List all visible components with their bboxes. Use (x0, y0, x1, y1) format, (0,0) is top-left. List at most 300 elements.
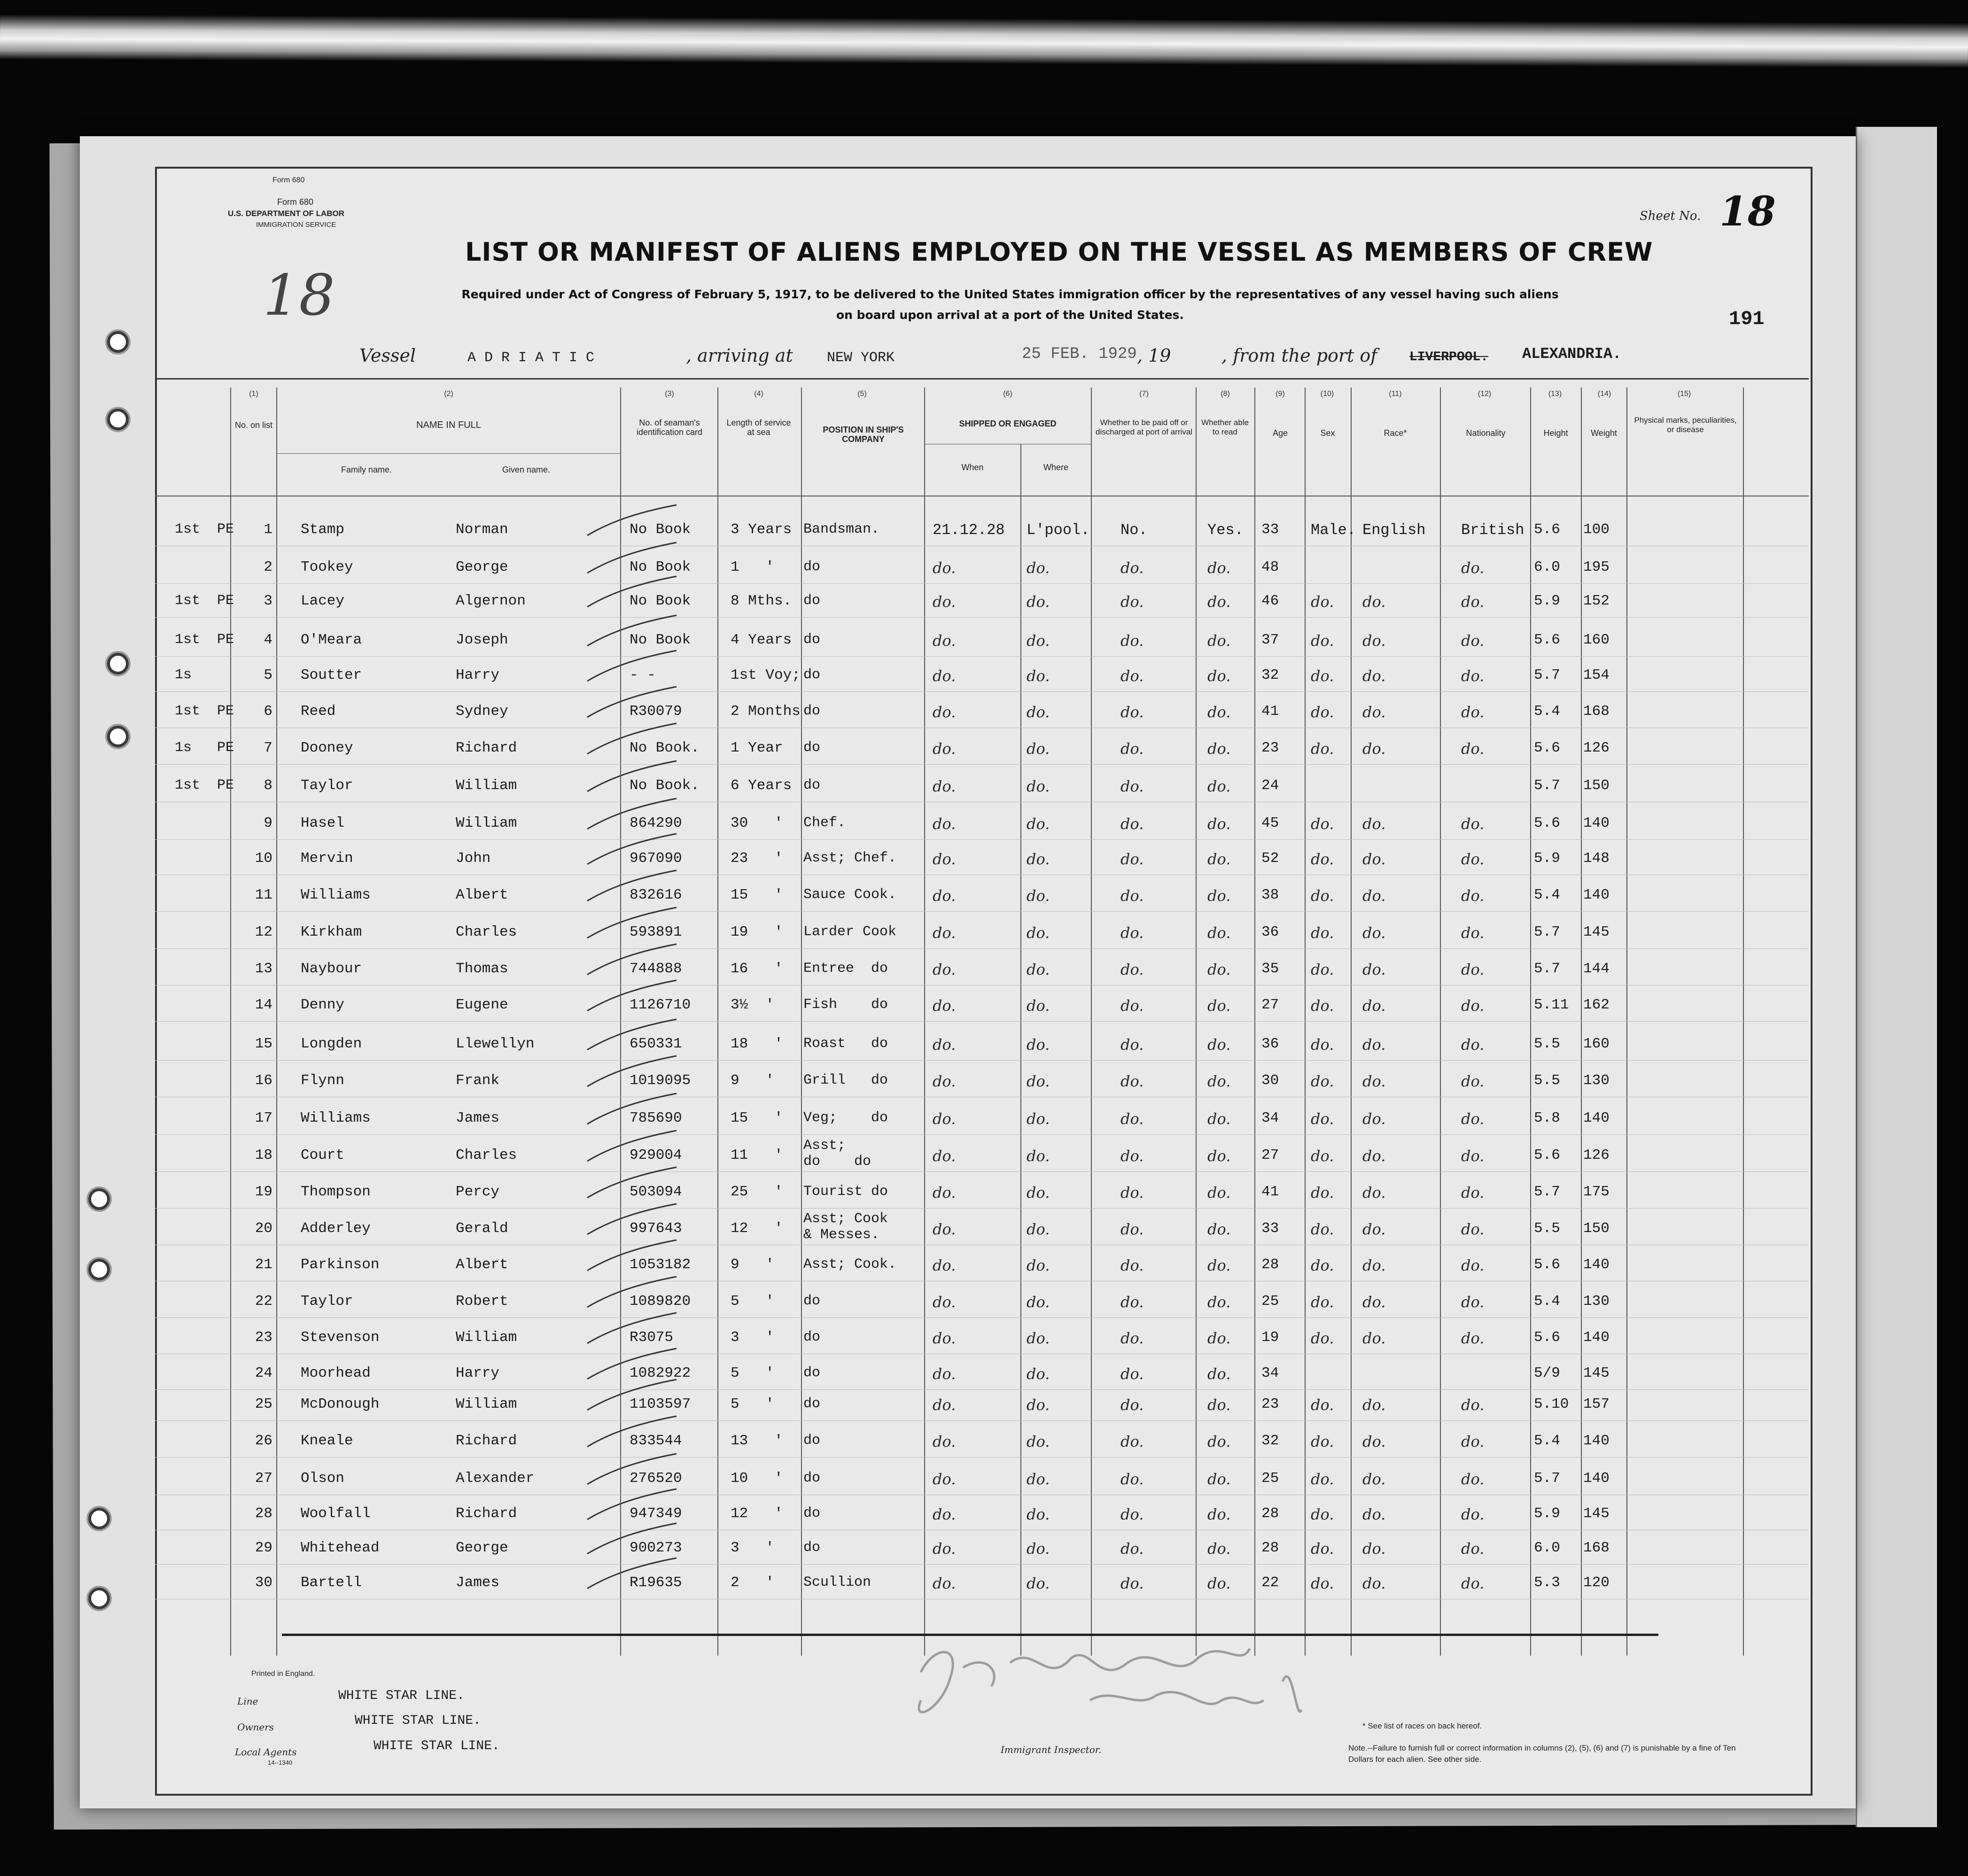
cell-card: No Book. (630, 740, 700, 756)
cell-card: - - (630, 667, 656, 683)
cell-age: 27 (1261, 997, 1279, 1013)
cell-height: 5/9 (1534, 1365, 1560, 1381)
cell-sex: Male. (1311, 521, 1356, 539)
colnum-8: (8) (1221, 390, 1230, 398)
cell-nat: do. (1461, 1293, 1485, 1311)
cell-position: do (803, 1540, 821, 1556)
cell-where: do. (1027, 1433, 1050, 1450)
cell-family: Taylor (301, 777, 353, 794)
cell-when: do. (933, 1184, 956, 1202)
cell-paid: do. (1120, 924, 1144, 942)
cell-nat: do. (1461, 850, 1485, 868)
cell-card: 997643 (630, 1220, 682, 1237)
cell-given: Harry (456, 1365, 500, 1381)
cell-no: 19 (255, 1184, 272, 1200)
cell-given: John (456, 850, 491, 867)
row-rule (155, 583, 1809, 584)
cell-paid: do. (1120, 850, 1144, 868)
cell-height: 5.7 (1534, 777, 1560, 794)
check-mark-icon (583, 1238, 681, 1280)
cell-family: Williams (301, 1110, 371, 1126)
cell-nat: do. (1461, 924, 1485, 942)
cell-family: Kneale (301, 1433, 353, 1449)
cell-read: do. (1207, 1110, 1231, 1128)
cell-read: do. (1207, 1293, 1231, 1311)
cell-height: 5.7 (1534, 924, 1560, 940)
cell-mark: 1st PE (175, 632, 234, 648)
cell-age: 36 (1261, 1036, 1279, 1052)
cell-weight: 160 (1583, 1036, 1610, 1052)
cell-given: Algernon (456, 593, 526, 609)
cell-family: Denny (301, 997, 345, 1013)
cell-weight: 126 (1583, 1147, 1610, 1163)
cell-no: 13 (255, 961, 272, 977)
cell-when: do. (933, 1220, 956, 1238)
sheet-no-label: Sheet No. (1640, 209, 1701, 223)
cell-given: Robert (456, 1293, 508, 1310)
cell-age: 38 (1261, 887, 1279, 903)
cell-no: 11 (255, 887, 272, 903)
cell-when: 21.12.28 (933, 521, 1005, 539)
cell-height: 6.0 (1534, 1540, 1560, 1556)
cell-when: do. (933, 850, 956, 868)
cell-height: 5.6 (1534, 1329, 1560, 1346)
cell-height: 5.4 (1534, 1293, 1560, 1310)
cell-nat: do. (1461, 1110, 1485, 1128)
cell-family: Adderley (301, 1220, 371, 1237)
cell-service: 12 ' (731, 1220, 783, 1237)
cell-position: Chef. (803, 815, 846, 831)
row-rule (155, 691, 1809, 692)
colnum-2: (2) (444, 390, 453, 398)
cell-weight: 157 (1583, 1396, 1610, 1412)
cell-weight: 126 (1583, 740, 1610, 756)
cell-paid: do. (1120, 1470, 1144, 1488)
cell-height: 5.10 (1534, 1396, 1569, 1412)
row-rule (155, 1420, 1809, 1421)
cell-position: do (803, 667, 821, 683)
cell-mark: 1st PE (175, 777, 234, 793)
col-divider (1091, 388, 1092, 1656)
cell-paid: do. (1120, 1574, 1144, 1592)
row-rule (155, 1134, 1809, 1135)
cell-where: do. (1027, 997, 1050, 1015)
cell-read: do. (1207, 593, 1231, 611)
cell-where: do. (1027, 1147, 1050, 1165)
cell-card: 967090 (630, 850, 682, 867)
cell-weight: 175 (1583, 1184, 1610, 1200)
cell-sex: do. (1311, 1220, 1334, 1238)
cell-card: R30079 (630, 703, 682, 720)
cell-read: do. (1207, 997, 1231, 1015)
cell-where: do. (1027, 924, 1050, 942)
cell-age: 33 (1261, 1220, 1279, 1237)
cell-card: 276520 (630, 1470, 682, 1487)
cell-no: 22 (255, 1293, 272, 1310)
cell-where: do. (1027, 1540, 1050, 1558)
colnum-5: (5) (857, 390, 867, 398)
cell-where: do. (1027, 1505, 1050, 1523)
cell-age: 25 (1261, 1470, 1279, 1487)
cell-height: 5.7 (1534, 1184, 1560, 1200)
cell-age: 45 (1261, 815, 1279, 831)
row-rule (155, 656, 1809, 657)
hdr-physical-marks: Physical marks, peculiarities, or disease (1634, 416, 1737, 434)
cell-service: 9 ' (731, 1256, 775, 1273)
cell-service: 8 Mths. (731, 593, 792, 609)
cell-service: 15 ' (731, 887, 783, 903)
cell-position: Asst; Cook & Messes. (803, 1211, 888, 1243)
cell-when: do. (933, 1072, 956, 1090)
cell-position: Bandsman. (803, 521, 880, 537)
cell-sex: do. (1311, 850, 1334, 868)
cell-height: 5.6 (1534, 632, 1560, 648)
form-number-top: Form 680 (272, 176, 305, 184)
cell-family: Whitehead (301, 1540, 380, 1556)
inspector-label: Immigrant Inspector. (1001, 1744, 1102, 1755)
arriving-label: , arriving at (686, 345, 793, 366)
hdr-sex: Sex (1320, 428, 1335, 438)
cell-age: 22 (1261, 1574, 1279, 1591)
cell-service: 9 ' (731, 1072, 775, 1089)
cell-weight: 140 (1583, 887, 1610, 903)
cell-sex: do. (1311, 1072, 1334, 1090)
cell-family: Thompson (301, 1184, 371, 1200)
cell-race: do. (1362, 1256, 1386, 1274)
cell-service: 3 ' (731, 1540, 775, 1556)
cell-no: 1 (264, 521, 272, 538)
cell-mark: 1st PE (175, 593, 234, 609)
col-divider (1351, 388, 1352, 1656)
cell-position: do (803, 1293, 821, 1309)
cell-service: 3 ' (731, 1329, 775, 1346)
cell-weight: 100 (1583, 521, 1610, 538)
cell-position: Entree do (803, 961, 888, 977)
cell-read: do. (1207, 1470, 1231, 1488)
cell-weight: 144 (1583, 961, 1610, 977)
cell-nat: do. (1461, 1147, 1485, 1165)
col-divider (1581, 388, 1582, 1656)
check-mark-icon (583, 868, 681, 910)
departure-port: ALEXANDRIA. (1522, 345, 1622, 363)
col-divider (1020, 444, 1021, 1656)
cell-card: No Book (630, 593, 691, 609)
cell-service: 3 Years (731, 521, 792, 538)
cell-position: do (803, 1470, 821, 1486)
cell-age: 33 (1261, 521, 1279, 538)
cell-race: do. (1362, 1470, 1386, 1488)
cell-sex: do. (1311, 997, 1334, 1015)
cell-nat: do. (1461, 1256, 1485, 1274)
cell-family: Dooney (301, 740, 353, 756)
cell-age: 34 (1261, 1110, 1279, 1126)
cell-given: James (456, 1110, 500, 1126)
cell-when: do. (933, 632, 956, 650)
cell-paid: do. (1120, 1184, 1144, 1202)
cell-age: 41 (1261, 1184, 1279, 1200)
cell-service: 11 ' (731, 1147, 783, 1163)
cell-family: Court (301, 1147, 345, 1163)
cell-where: do. (1027, 559, 1050, 577)
cell-height: 5.7 (1534, 961, 1560, 977)
binder-hole (88, 1508, 110, 1529)
cell-card: 1126710 (630, 997, 691, 1013)
cell-when: do. (933, 703, 956, 721)
cell-no: 10 (255, 850, 272, 867)
cell-service: 2 Months (731, 703, 801, 720)
cell-age: 32 (1261, 1433, 1279, 1449)
cell-race: do. (1362, 924, 1386, 942)
cell-position: do (803, 559, 821, 575)
binder-hole (107, 653, 129, 674)
cell-where: do. (1027, 1396, 1050, 1414)
cell-paid: do. (1120, 703, 1144, 721)
cell-nat: do. (1461, 632, 1485, 650)
cell-when: do. (933, 667, 956, 685)
cell-mark: 1st PE (175, 703, 234, 719)
cell-paid: do. (1120, 1036, 1144, 1054)
check-mark-icon (583, 1165, 681, 1207)
cell-race: do. (1362, 740, 1386, 758)
cell-read: do. (1207, 887, 1231, 905)
cell-weight: 145 (1583, 924, 1610, 940)
col-divider (1305, 388, 1306, 1656)
binder-hole (88, 1188, 110, 1210)
cell-race: do. (1362, 667, 1386, 685)
service-label: IMMIGRATION SERVICE (256, 221, 336, 229)
cell-service: 13 ' (731, 1433, 783, 1449)
col-divider (924, 388, 925, 1656)
margin-sheet-number: 18 (263, 263, 335, 328)
cell-card: No Book (630, 559, 691, 575)
cell-service: 12 ' (731, 1505, 783, 1522)
department-label: U.S. DEPARTMENT OF LABOR (228, 209, 345, 218)
cell-given: Harry (456, 667, 500, 683)
cell-read: do. (1207, 1072, 1231, 1090)
cell-weight: 140 (1583, 1433, 1610, 1449)
cell-family: O'Meara (301, 632, 362, 648)
cell-no: 16 (255, 1072, 272, 1089)
cell-given: Richard (456, 1505, 517, 1522)
row-rule (155, 911, 1809, 912)
cell-family: Stevenson (301, 1329, 380, 1346)
cell-read: do. (1207, 1036, 1231, 1054)
cell-read: do. (1207, 1220, 1231, 1238)
cell-position: Larder Cook (803, 924, 897, 940)
cell-where: do. (1027, 1365, 1050, 1383)
cell-sex: do. (1311, 667, 1334, 685)
cell-family: Kirkham (301, 924, 362, 940)
cell-when: do. (933, 1574, 956, 1592)
cell-height: 5.6 (1534, 815, 1560, 831)
cell-race: English (1362, 521, 1426, 539)
cell-card: 900273 (630, 1540, 682, 1556)
cell-age: 37 (1261, 632, 1279, 648)
cell-weight: 160 (1583, 632, 1610, 648)
cell-nat: do. (1461, 1220, 1485, 1238)
arrival-port: NEW YORK (827, 350, 895, 366)
cell-family: Stamp (301, 521, 345, 538)
check-mark-icon (583, 1091, 681, 1133)
cell-age: 28 (1261, 1256, 1279, 1273)
cell-no: 2 (264, 559, 272, 575)
cell-read: do. (1207, 1540, 1231, 1558)
cell-height: 5.5 (1534, 1072, 1560, 1089)
hdr-height: Height (1543, 428, 1568, 438)
cell-read: do. (1207, 1396, 1231, 1414)
cell-given: George (456, 559, 508, 575)
cell-no: 4 (264, 632, 272, 648)
cell-paid: do. (1120, 1433, 1144, 1450)
cell-height: 5.6 (1534, 1256, 1560, 1273)
hdr-family-name: Family name. (341, 465, 392, 474)
cell-sex: do. (1311, 1540, 1334, 1558)
cell-card: 864290 (630, 815, 682, 831)
col-divider (276, 388, 277, 1656)
agents-value: WHITE STAR LINE. (373, 1739, 500, 1753)
cell-weight: 150 (1583, 1220, 1610, 1237)
cell-given: William (456, 1329, 517, 1346)
cell-nat: do. (1461, 997, 1485, 1015)
cell-position: do (803, 1396, 821, 1412)
cell-height: 5.6 (1534, 1147, 1560, 1163)
cell-service: 3½ ' (731, 997, 775, 1013)
cell-sex: do. (1311, 1329, 1334, 1347)
cell-paid: do. (1120, 961, 1144, 978)
cell-no: 23 (255, 1329, 272, 1346)
cell-height: 5.4 (1534, 887, 1560, 903)
colnum-9: (9) (1276, 390, 1285, 398)
cell-where: do. (1027, 1110, 1050, 1128)
cell-read: do. (1207, 924, 1231, 942)
cell-no: 24 (255, 1365, 272, 1381)
cell-card: 947349 (630, 1505, 682, 1522)
cell-service: 2 ' (731, 1574, 775, 1591)
row-rule (155, 1060, 1809, 1061)
cell-read: do. (1207, 1574, 1231, 1592)
cell-card: 785690 (630, 1110, 682, 1126)
hdr-race: Race* (1384, 428, 1407, 438)
check-mark-icon (583, 684, 681, 727)
cell-paid: No. (1120, 521, 1148, 539)
cell-position: Grill do (803, 1072, 888, 1088)
cell-card: No Book (630, 521, 691, 538)
col-divider (1440, 388, 1441, 1656)
cell-where: do. (1027, 632, 1050, 650)
row-rule (155, 1021, 1809, 1022)
name-subheader-rule (277, 453, 620, 454)
cell-nat: do. (1461, 593, 1485, 611)
cell-no: 21 (255, 1256, 272, 1273)
cell-card: 1082922 (630, 1365, 691, 1381)
cell-age: 25 (1261, 1293, 1279, 1310)
cell-service: 1 Year (731, 740, 783, 756)
cell-card: R3075 (630, 1329, 674, 1346)
colnum-6: (6) (1003, 390, 1012, 398)
col-divider (230, 388, 231, 1656)
cell-service: 23 ' (731, 850, 783, 867)
cell-no: 27 (255, 1470, 272, 1487)
cell-no: 17 (255, 1110, 272, 1126)
cell-where: do. (1027, 1184, 1050, 1202)
cell-no: 6 (264, 703, 272, 720)
cell-race: do. (1362, 850, 1386, 868)
cell-where: do. (1027, 1470, 1050, 1488)
cell-no: 3 (264, 593, 272, 609)
cell-paid: do. (1120, 632, 1144, 650)
cell-nat: do. (1461, 887, 1485, 905)
cell-race: do. (1362, 1433, 1386, 1450)
cell-when: do. (933, 1540, 956, 1558)
cell-position: Asst; do do (803, 1138, 871, 1170)
cell-position: do (803, 777, 821, 793)
cell-service: 1 ' (731, 559, 775, 575)
cell-age: 46 (1261, 593, 1279, 609)
cell-read: do. (1207, 961, 1231, 978)
cell-read: do. (1207, 1147, 1231, 1165)
cell-when: do. (933, 1365, 956, 1383)
binder-hole (88, 1588, 110, 1609)
cell-where: do. (1027, 850, 1050, 868)
cell-race: do. (1362, 1574, 1386, 1592)
hdr-seaman-card: No. of seaman's identification card (636, 418, 703, 437)
cell-weight: 140 (1583, 1470, 1610, 1487)
cell-read: do. (1207, 1505, 1231, 1523)
cell-race: do. (1362, 1293, 1386, 1311)
cell-nat: do. (1461, 667, 1485, 685)
cell-when: do. (933, 740, 956, 758)
cell-read: do. (1207, 777, 1231, 795)
cell-when: do. (933, 777, 956, 795)
cell-race: do. (1362, 593, 1386, 611)
cell-no: 18 (255, 1147, 272, 1163)
cell-nat: do. (1461, 703, 1485, 721)
cell-paid: do. (1120, 559, 1144, 577)
cell-service: 10 ' (731, 1470, 783, 1487)
cell-given: Percy (456, 1184, 500, 1200)
cell-read: do. (1207, 1329, 1231, 1347)
cell-sex: do. (1311, 1433, 1334, 1450)
cell-service: 1st Voy; (731, 667, 801, 683)
cell-race: do. (1362, 1329, 1386, 1347)
cell-paid: do. (1120, 777, 1144, 795)
cell-where: do. (1027, 1293, 1050, 1311)
cell-weight: 148 (1583, 850, 1610, 867)
row-rule (155, 764, 1809, 765)
cell-given: Albert (456, 1256, 508, 1273)
cell-position: do (803, 1365, 821, 1381)
cell-position: do (803, 1329, 821, 1345)
cell-sex: do. (1311, 815, 1334, 833)
cell-age: 36 (1261, 924, 1279, 940)
penalty-note: Note.--Failure to furnish full or correct information in columns (2), (5), (6) and (7) is punishable by a fine of Ten Dollars for each alien. See other side. (1348, 1744, 1736, 1764)
cell-given: William (456, 815, 517, 831)
line-label: Line (237, 1696, 258, 1707)
cell-race: do. (1362, 1110, 1386, 1128)
hdr-where: Where (1043, 463, 1068, 472)
cell-sex: do. (1311, 1110, 1334, 1128)
cell-service: 25 ' (731, 1184, 783, 1200)
cell-when: do. (933, 559, 956, 577)
cell-when: do. (933, 961, 956, 978)
cell-given: Gerald (456, 1220, 508, 1237)
cell-card: 593891 (630, 924, 682, 940)
arrival-date-stamp: 25 FEB. 1929 (1022, 345, 1137, 363)
cell-paid: do. (1120, 1072, 1144, 1090)
cell-given: Charles (456, 924, 517, 940)
row-rule (155, 617, 1809, 618)
cell-no: 25 (255, 1396, 272, 1412)
